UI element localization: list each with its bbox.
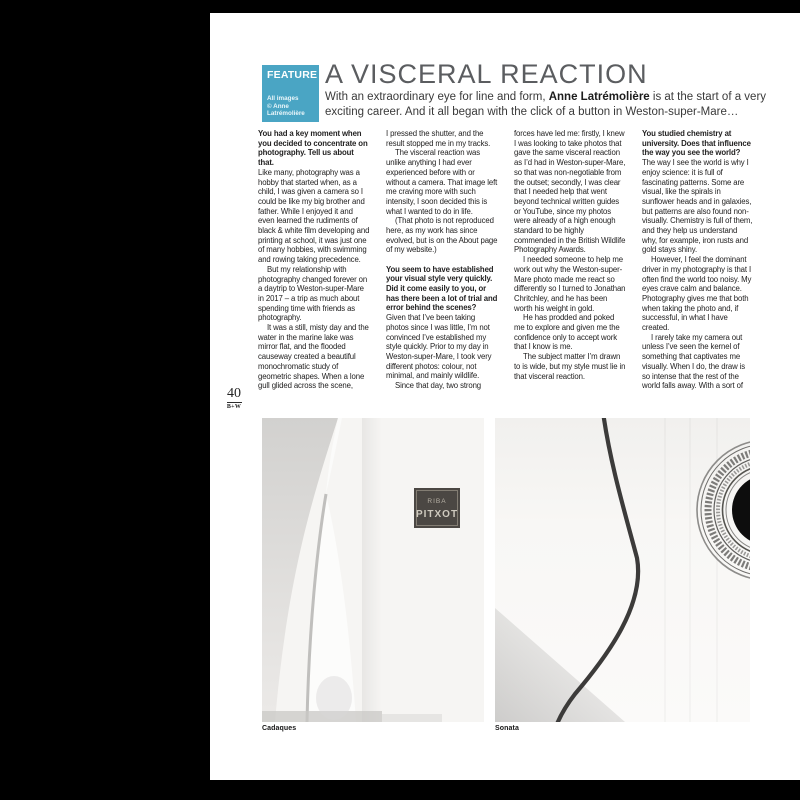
- article-paragraph: The visceral reaction was unlike anything I had ever experienced before with or without a camera. That image left me craving more with such intensity, I soon decided this is what I wanted to do in life.: [386, 148, 498, 216]
- folio: [220, 387, 248, 410]
- guitar-image: [495, 418, 750, 722]
- photo-cadaques: [262, 418, 484, 722]
- article-paragraph: Like many, photography was a hobby that started when, as a child, I was given a camera so I could be like my big brother and father. While I enjoyed it and even learned the rudiments of black & white film developing and printing at school, it was just one of many hobbies, with swimming and rowing taking precedence.: [258, 167, 370, 265]
- article-paragraph: However, I feel the dominant driver in my photography is that I often find the world too noisy. My eyes crave calm and balance. Photography gives me that both when taking the photo and, if successful, in what I have created.: [642, 255, 752, 333]
- cadaques-arch-image: [262, 418, 484, 722]
- kicker-label: FEATURE: [267, 69, 318, 81]
- wall-texture: [316, 676, 352, 720]
- article-body: [258, 129, 754, 411]
- feature-kicker-box: [262, 65, 319, 122]
- photo-caption-sonata: Sonata: [495, 725, 519, 732]
- standfirst-text: With an extraordinary eye for line and form,: [325, 91, 549, 103]
- sign-line-2: PITXOT: [415, 509, 459, 520]
- article-paragraph: Since that day, two strong: [395, 381, 482, 391]
- credit-line: All images: [267, 95, 299, 103]
- credit-line: © Anne: [267, 102, 289, 110]
- photo-caption-cadaques: Cadaques: [262, 725, 297, 732]
- article-paragraph: forces have led me: firstly, I knew I was looking to take photos that gave the same visceral reaction as I’d had in Weston-super-Mare, so that was non-negotiable from the outset; secondly, I was clear that I needed help that went beyond technical written guides or YouTube, since my photos were already of a high enough standard to be highly commended in the British Wildlife Photography Awards.: [514, 129, 626, 255]
- standfirst-text: is at the start of a very exciting career. And it all began with the click of a button in Weston-super-Mare…: [325, 91, 767, 118]
- sign-line-1: RIBA: [427, 498, 447, 505]
- article-paragraph: I needed someone to help me work out why the Weston-super-Mare photo made me react so differently so I turned to Jonathan Chritchley, and he has been worth his weight in gold.: [514, 255, 626, 313]
- article-title: A VISCERAL REACTION: [325, 59, 648, 89]
- standfirst: [325, 90, 795, 120]
- article-paragraph: I rarely take my camera out unless I’ve seen the kernel of something that captivates me visually. When I do, the draw is so intense that the rest of the world falls away. With a sort of: [642, 332, 746, 391]
- text-column-1: [258, 129, 370, 411]
- article-paragraph: It was a still, misty day and the water in the marine lake was mirror flat, and the flooded causeway created a beautiful monochromatic study of geometric shapes. When a lone gull glided across the scene,: [258, 323, 369, 391]
- interview-question: You studied chemistry at university. Does that influence the way you see the world?: [642, 129, 751, 158]
- image-credit: [267, 95, 305, 118]
- credit-line: Latrémolière: [267, 110, 305, 118]
- article-paragraph: I pressed the shutter, and the result stopped me in my tracks.: [386, 129, 491, 148]
- article-paragraph: (That photo is not reproduced here, as my work has since evolved, but is on the About page of my website.): [386, 216, 498, 255]
- text-column-4: [642, 129, 754, 411]
- page-number: 40: [227, 386, 241, 401]
- pillar-corner-shade: [362, 418, 382, 722]
- street-sign: [414, 488, 460, 528]
- magazine-page: [210, 13, 800, 780]
- article-paragraph: But my relationship with photography changed forever on a daytrip to Weston-super-Mare in 2017 – a trip as much about spending time with friends as photography.: [258, 264, 368, 323]
- interview-question: You seem to have established your visual style very quickly. Did it come easily to you, or has there been a lot of trial and error behind the scenes?: [386, 264, 498, 313]
- photo-sonata: [495, 418, 750, 722]
- article-paragraph: The subject matter I’m drawn to is wide, but my style must lie in that visceral reaction.: [514, 352, 626, 381]
- interview-question: You had a key moment when you decided to concentrate on photography. Tell us about that.: [258, 129, 368, 168]
- article-paragraph: Given that I’ve been taking photos since I was little, I’m not convinced I’ve established my style quickly. Prior to my day in Weston-super-Mare, I took very different photos: colour, not minimal, and mainly wildlife.: [386, 313, 492, 381]
- step-light: [382, 714, 442, 722]
- folio-rule: [227, 402, 242, 403]
- text-column-3: [514, 129, 626, 411]
- text-column-2: [386, 129, 498, 411]
- article-paragraph: He has prodded and poked me to explore and given me the confidence only to accept work that I know is me.: [514, 313, 620, 352]
- magazine-mark: B+W: [226, 404, 242, 410]
- subject-name: Anne Latrémolière: [548, 91, 650, 103]
- article-paragraph: The way I see the world is why I enjoy science: it is full of fascinating patterns. Some are visual, like the spirals in sunflower heads and in galaxies, but patterns are also found non-visually. Chemistry is full of them, and they help us understand why, for example, iron rusts and gold stays shiny.: [642, 158, 753, 255]
